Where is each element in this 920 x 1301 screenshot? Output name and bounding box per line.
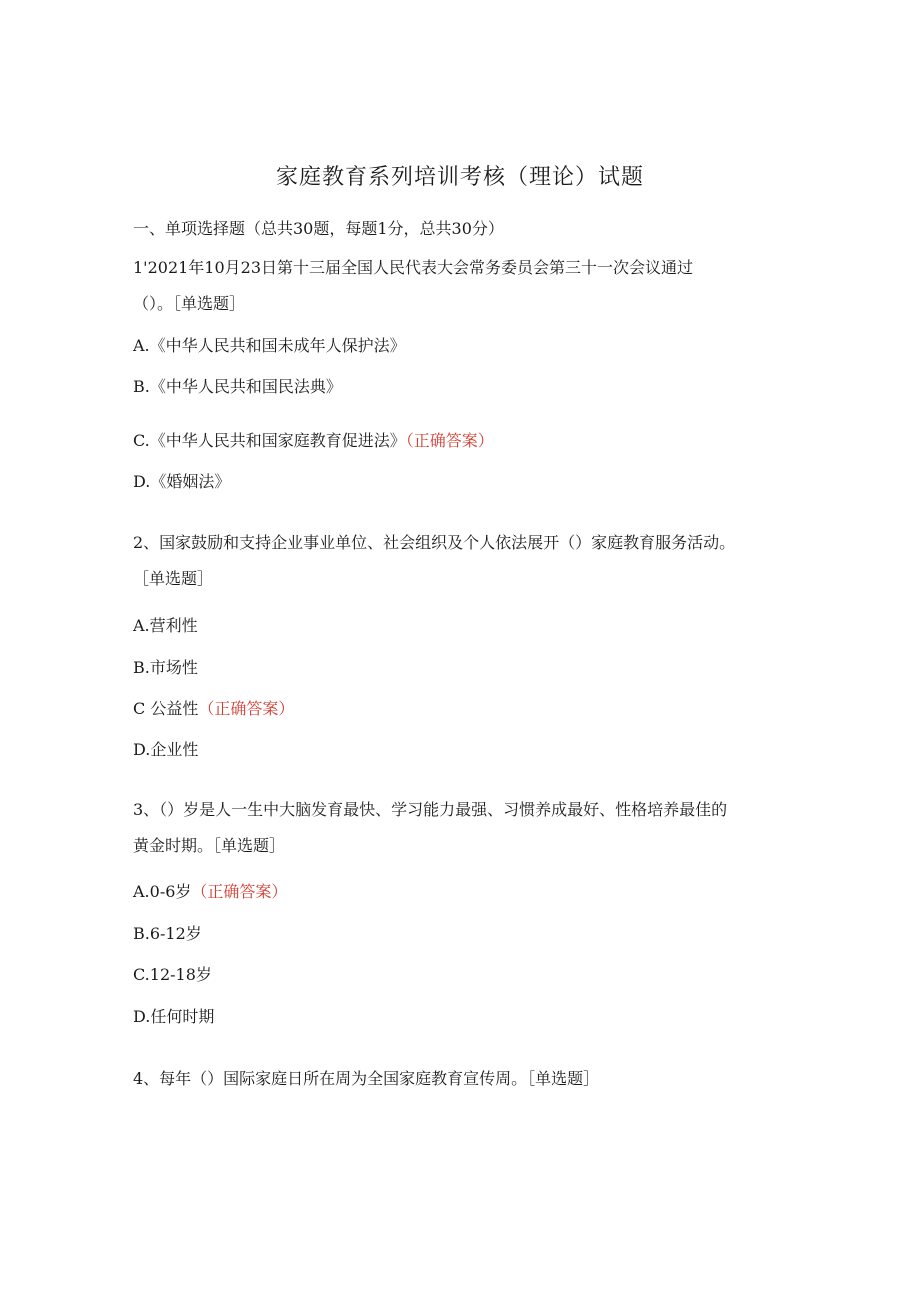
question-3-option-c: C.12-18岁 [133,965,212,984]
question-2-option-d: D.企业性 [133,740,199,759]
correct-answer-tag: （正确答案） [198,699,295,718]
question-3-option-d: D.任何时期 [133,1007,215,1026]
question-1-text-line2: （）。［单选题］ [133,294,246,313]
correct-answer-tag: （正确答案） [405,431,494,450]
question-2-text-line1: 2、国家鼓励和支持企业事业单位、社会组织及个人依法展开（）家庭教育服务活动。 [133,533,736,552]
question-2-option-b: B.市场性 [133,658,198,677]
question-2-option-c [133,696,294,719]
correct-answer-tag: （正确答案） [191,882,288,901]
option-text: C 公益性 [133,699,199,718]
option-text: C.《中华人民共和国家庭教育促进法》 [133,431,406,450]
document-title: 家庭教育系列培训考核（理论）试题 [275,165,644,190]
section-heading: 一、单项选择题（总共30题，每题1分，总共30分） [133,219,504,238]
question-2-option-a: A.营利性 [133,616,198,635]
option-text: A.0-6岁 [133,882,192,901]
question-4-text-line1: 4、每年（）国际家庭日所在周为全国家庭教育宣传周。［单选题］ [133,1069,600,1088]
question-3-option-a [133,879,287,902]
question-1-option-b: B.《中华人民共和国民法典》 [133,377,342,396]
question-1-option-d: D.《婚姻法》 [133,472,231,491]
question-3-text-line1: 3、（）岁是人一生中大脑发育最快、学习能力最强、习惯养成最好、性格培养最佳的 [133,800,728,819]
question-1-option-c [133,428,494,451]
question-3-option-b: B.6-12岁 [133,924,202,943]
question-1-option-a: A.《中华人民共和国未成年人保护法》 [133,336,406,355]
question-2-text-line2: ［单选题］ [133,569,214,588]
question-1-text-line1: 1'2021年10月23日第十三届全国人民代表大会常务委员会第三十一次会议通过 [133,258,694,277]
question-3-text-line2: 黄金时期。［单选题］ [133,836,286,855]
